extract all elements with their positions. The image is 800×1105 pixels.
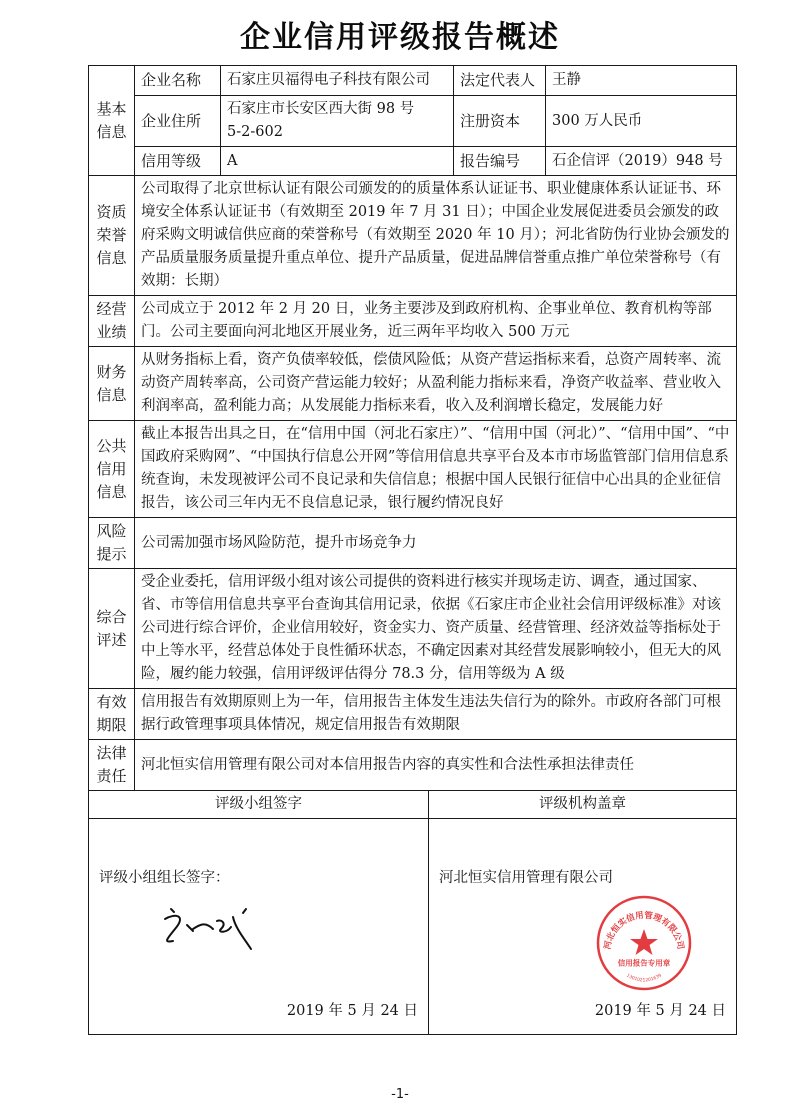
row-public-credit xyxy=(89,421,737,518)
value-report-no: 石企信评（2019）948 号 xyxy=(546,147,737,176)
signature-date-left: 2019 年 5 月 24 日 xyxy=(286,1002,418,1019)
section-label-line: 提示 xyxy=(96,545,127,563)
signature-cell-left-inner xyxy=(89,819,428,1034)
value-rating: A xyxy=(221,147,454,176)
label-legal-rep: 法定代表人 xyxy=(454,66,546,96)
row-legal xyxy=(89,740,737,791)
section-text-risk: 公司需加强市场风险防范，提升市场竞争力 xyxy=(135,518,737,569)
section-label-performance xyxy=(89,296,135,347)
section-label-line: 信息 xyxy=(96,482,127,501)
signature-body-row xyxy=(89,818,737,1034)
section-label-line: 风险 xyxy=(96,522,127,540)
page-title: 企业信用评级报告概述 xyxy=(240,20,560,55)
signature-date-right: 2019 年 5 月 24 日 xyxy=(594,1002,726,1019)
section-label-legal xyxy=(89,740,135,791)
section-text-finance: 从财务指标上看，资产负债率较低，偿债风险低；从资产营运指标来看，总资产周转率、流动资产周转率高，公司资产营运能力较好；从盈利能力指标来看，净资产收益率、营业收入利润率高，盈利能力高；从发展能力指标来看，收入及利润增长稳定，发展能力好 xyxy=(135,347,737,421)
row-risk xyxy=(89,518,737,569)
label-company-name: 企业名称 xyxy=(135,66,221,96)
report-table xyxy=(88,65,737,791)
section-label-finance xyxy=(89,347,135,421)
row-address xyxy=(89,96,737,147)
section-label-line: 财务 xyxy=(96,362,127,381)
signature-header-row xyxy=(89,790,737,818)
section-label-line: 资质 xyxy=(96,203,127,221)
signature-cell-left xyxy=(89,818,429,1034)
section-label-line: 经营 xyxy=(96,300,127,318)
label-rating: 信用等级 xyxy=(135,147,221,176)
page-number: -1- xyxy=(391,1086,409,1102)
section-text-summary: 受企业委托，信用评级小组对该公司提供的资料进行核实并现场走访、调查，通过国家、省、市等信用信息共享平台查询其信用记录，依据《石家庄市企业社会信用评级标准》对该公司进行综合评价，企业信用较好，资金实力、资产质量、经营管理、经济效益等指标处于中上等水平，经营总体处于良性循环状态，不确定因素对其经营发展影响较小，但无大的风险，履约能力较强，信用评级评估得分 78.3 分，信用等级为 A 级 xyxy=(135,569,737,689)
section-label-line: 信息 xyxy=(96,122,127,141)
star-icon xyxy=(630,929,658,955)
seal-number-textpath: 1301021201639 xyxy=(625,973,663,983)
value-legal-rep: 王静 xyxy=(546,66,737,96)
seal-holder xyxy=(579,893,709,993)
row-validity xyxy=(89,689,737,740)
section-label-line: 荣誉 xyxy=(96,226,127,244)
row-rating xyxy=(89,147,737,176)
seal-number xyxy=(625,972,663,983)
value-capital: 300 万人民币 xyxy=(546,96,737,147)
row-performance xyxy=(89,296,737,347)
signature-section xyxy=(88,790,737,1035)
row-finance xyxy=(89,347,737,421)
section-label-line: 基本 xyxy=(96,99,127,118)
seal-outer-textpath: 河北恒实信用管理有限公司 xyxy=(602,910,686,950)
section-label-line: 公共 xyxy=(96,436,127,455)
row-company-name xyxy=(89,66,737,96)
official-seal xyxy=(579,893,709,993)
section-label-public-credit xyxy=(89,421,135,518)
section-label-summary xyxy=(89,569,135,689)
section-label-line: 责任 xyxy=(96,767,127,785)
value-company-name: 石家庄贝福得电子科技有限公司 xyxy=(221,66,454,96)
section-text-validity: 信用报告有效期原则上为一年，信用报告主体发生违法失信行为的除外。市政府各部门可根据行政管理事项具体情况，规定信用报告有效期限 xyxy=(135,689,737,740)
label-report-no: 报告编号 xyxy=(454,147,546,176)
report-sheet xyxy=(88,65,736,1035)
leader-signature-label: 评级小组组长签字： xyxy=(99,869,230,886)
section-label-line: 信用 xyxy=(96,459,127,478)
value-address xyxy=(221,96,454,147)
address-line-2: 5-2-602 xyxy=(227,124,283,140)
spacer xyxy=(99,969,418,1000)
signature-cell-right-body xyxy=(429,819,736,1034)
section-label-line: 信息 xyxy=(96,385,127,404)
row-summary xyxy=(89,569,737,689)
signature-header-right: 评级机构盖章 xyxy=(429,790,737,818)
section-label-line: 业绩 xyxy=(96,323,127,341)
section-label-qualifications xyxy=(89,176,135,296)
section-text-qualifications: 公司取得了北京世标认证有限公司颁发的的质量体系认证证书、职业健康体系认证证书、环境安全体系认证证书（有效期至 2019 年 7 月 31 日）；中国企业发展促进委员会颁发的政府采购文明诚信供应商的荣誉称号（有效期至 2020 年 10 月）；河北省防伪行业协会颁发的产品质量服务质量提升重点单位、提升产品质量，促进品牌信誉重点推广单位荣誉称号（有效期：长期） xyxy=(135,176,737,296)
seal-inner-text: 信用报告专用章 xyxy=(617,958,671,968)
section-text-public-credit: 截止本报告出具之日，在“信用中国（河北石家庄）”、“信用中国（河北）”、“信用中国”、“中国政府采购网”、“中国执行信息公开网”等信用信息共享平台及本市市场监管部门信用信息系统查询，未发现被评公司不良记录和失信信息；根据中国人民银行征信中心出具的企业征信报告，该公司三年内无不良信息记录，银行履约情况良好 xyxy=(135,421,737,518)
address-line-1: 石家庄市长安区西大街 98 号 xyxy=(227,101,415,117)
section-text-legal: 河北恒实信用管理有限公司对本信用报告内容的真实性和合法性承担法律责任 xyxy=(135,740,737,791)
signature-cell-right xyxy=(429,818,737,1034)
label-capital: 注册资本 xyxy=(454,96,546,147)
rating-org-name: 河北恒实信用管理有限公司 xyxy=(439,869,613,886)
row-qualifications xyxy=(89,176,737,296)
section-label-line: 信息 xyxy=(96,249,127,267)
section-label-line: 有效 xyxy=(96,693,127,711)
section-label-risk xyxy=(89,518,135,569)
signature-row xyxy=(99,889,418,969)
section-label-validity xyxy=(89,689,135,740)
section-label-line: 期限 xyxy=(96,716,127,734)
section-label-line: 法律 xyxy=(96,744,127,762)
section-label-basic xyxy=(89,66,135,176)
handwritten-signature xyxy=(159,899,269,959)
section-text-performance: 公司成立于 2012 年 2 月 20 日，业务主要涉及到政府机构、企事业单位、教育机构等部门。公司主要面向河北地区开展业务，近三两年平均收入 500 万元 xyxy=(135,296,737,347)
label-address: 企业住所 xyxy=(135,96,221,147)
signature-header-left: 评级小组签字 xyxy=(89,790,429,818)
section-label-line: 综合 xyxy=(96,607,127,626)
section-label-line: 评述 xyxy=(96,630,127,649)
